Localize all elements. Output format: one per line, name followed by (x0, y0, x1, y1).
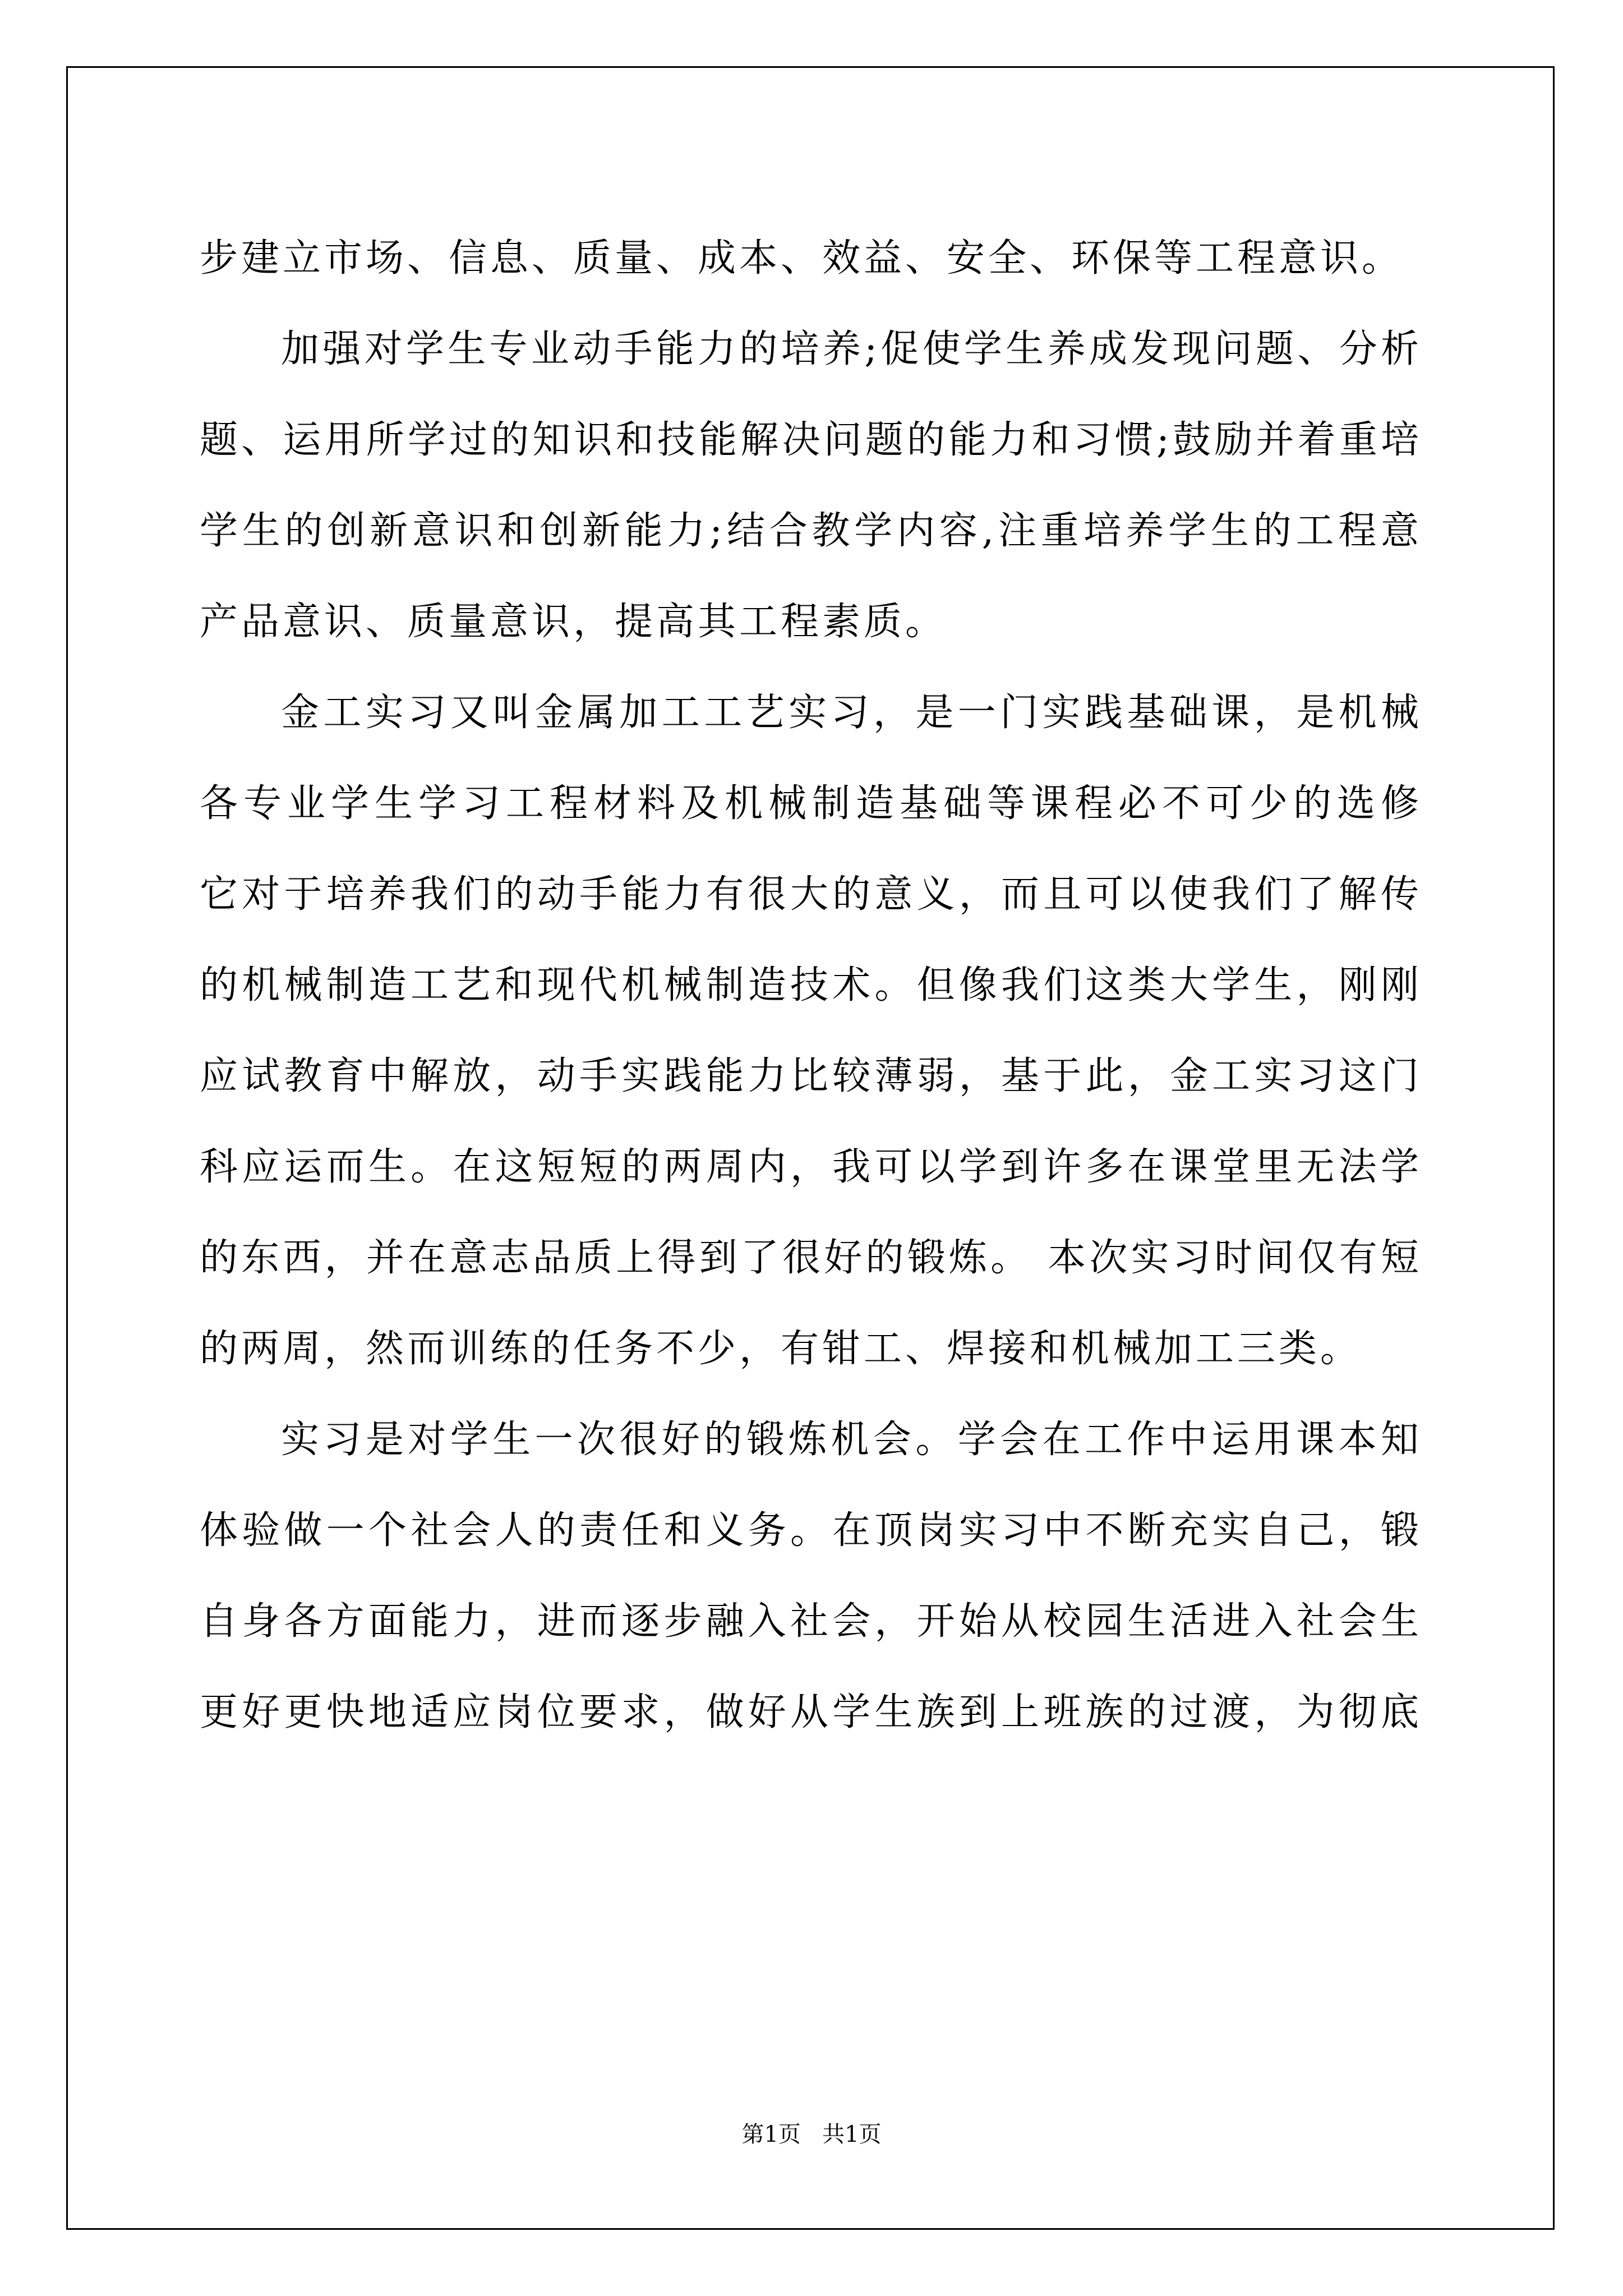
text-line: 应试教育中解放，动手实践能力比较薄弱，基于此，金工实习这门 (200, 1054, 1422, 1098)
text-line: 产品意识、质量意识，提高其工程素质。 (200, 600, 947, 644)
text-line: 加强对学生专业动手能力的培养;促使学生养成发现问题、分析 (281, 327, 1422, 371)
page-footer (0, 2116, 1623, 2148)
text-line: 学生的创新意识和创新能力;结合教学内容,注重培养学生的工程意 (200, 509, 1422, 553)
text-line: 的两周，然而训练的任务不少，有钳工、焊接和机械加工三类。 (200, 1327, 1362, 1371)
text-line: 体验做一个社会人的责任和义务。在顶岗实习中不断充实自己，锻 (200, 1508, 1422, 1553)
text-line: 它对于培养我们的动手能力有很大的意义，而且可以使我们了解传 (200, 872, 1422, 917)
text-line: 的机械制造工艺和现代机械制造技术。但像我们这类大学生，刚刚 (200, 963, 1422, 1007)
text-line: 更好更快地适应岗位要求，做好从学生族到上班族的过渡，为彻底 (200, 1690, 1422, 1734)
text-line: 各专业学生学习工程材料及机械制造基础等课程必不可少的选修 (200, 781, 1422, 826)
text-line: 自身各方面能力，进而逐步融入社会，开始从校园生活进入社会生 (200, 1599, 1422, 1644)
page-total: 共1页 (822, 2122, 882, 2147)
text-line: 步建立市场、信息、质量、成本、效益、安全、环保等工程意识。 (200, 236, 1404, 280)
text-line: 题、运用所学过的知识和技能解决问题的能力和习惯;鼓励并着重培 (200, 418, 1422, 462)
text-line: 金工实习又叫金属加工工艺实习，是一门实践基础课，是机械 (281, 691, 1422, 735)
page-number: 第1页 (741, 2122, 801, 2147)
text-line: 科应运而生。在这短短的两周内，我可以学到许多在课堂里无法学 (200, 1145, 1422, 1189)
text-line: 实习是对学生一次很好的锻炼机会。学会在工作中运用课本知 (281, 1418, 1422, 1462)
document-body (200, 213, 1422, 1758)
text-line: 的东西，并在意志品质上得到了很好的锻炼。 本次实习时间仅有短 (200, 1236, 1422, 1280)
